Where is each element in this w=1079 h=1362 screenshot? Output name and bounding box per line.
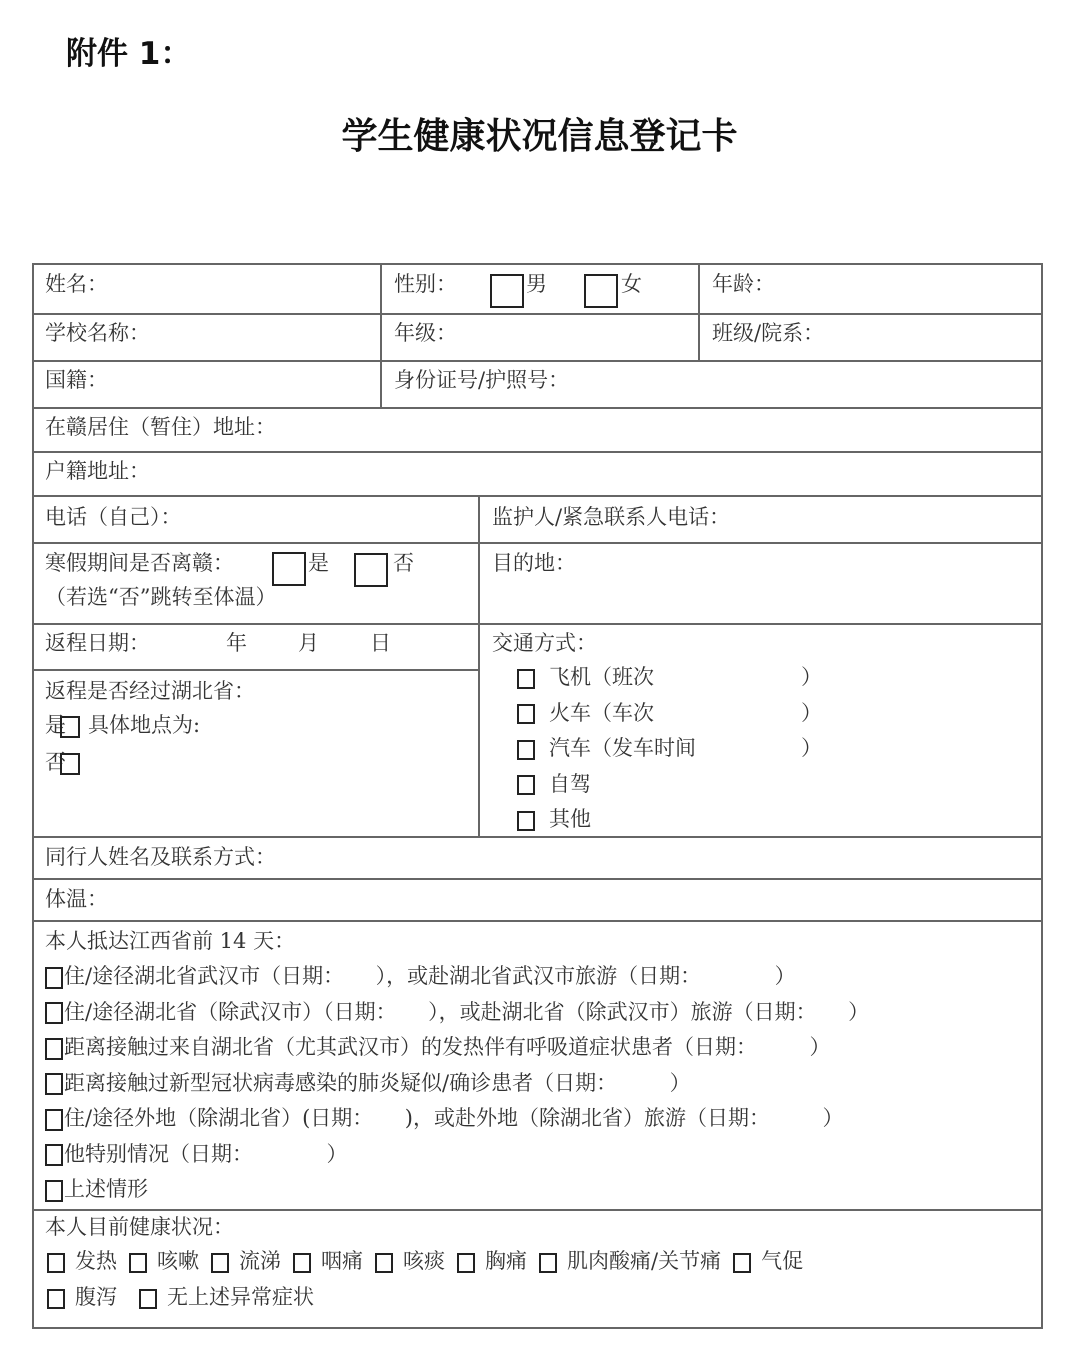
symptom-label: 无上述异常症状: [167, 1285, 314, 1309]
female-label: 女: [621, 272, 642, 296]
return-date-label: 返程日期：: [45, 631, 150, 655]
before14-option[interactable]: [45, 1070, 691, 1096]
attachment-label: 附件 1：: [66, 36, 192, 72]
transport-option[interactable]: [517, 806, 822, 832]
household-address-label: 户籍地址：: [45, 459, 150, 483]
symptom-checkbox[interactable]: [211, 1253, 229, 1273]
before14-checkbox[interactable]: [45, 1073, 63, 1095]
via-hubei-yes: [45, 712, 200, 738]
before14-label: 本人抵达江西省前 14 天：: [45, 929, 296, 953]
symptom-checkbox[interactable]: [375, 1253, 393, 1273]
symptom-list: [47, 1284, 336, 1310]
day-label: 日: [370, 631, 391, 655]
symptom-label: 咽痛: [321, 1249, 363, 1273]
symptom-checkbox[interactable]: [47, 1253, 65, 1273]
transport-option-close: ）: [801, 736, 822, 760]
left-jx-yes-checkbox[interactable]: [272, 552, 306, 586]
symptom-label: 腹泻: [75, 1285, 117, 1309]
via-no-label: 否: [45, 750, 66, 774]
left-jx-yes-label: 是: [308, 551, 329, 575]
transport-option-label: 汽车（发车时间: [549, 736, 696, 760]
transport-option-label: 火车（车次: [549, 700, 654, 725]
before14-option[interactable]: [45, 1176, 148, 1202]
before14-option-label: 住/途径外地（除湖北省）(日期： )，或赴外地（除湖北省）旅游（日期： ）: [64, 1106, 844, 1130]
transport-checkbox[interactable]: [517, 811, 535, 831]
via-yes-detail: 具体地点为:: [88, 713, 201, 737]
phone-label: 电话（自己）：: [45, 505, 182, 529]
via-yes-checkbox[interactable]: [60, 716, 80, 738]
symptom-option[interactable]: [211, 1249, 281, 1273]
symptom-option[interactable]: [129, 1249, 199, 1273]
before14-checkbox[interactable]: [45, 1002, 63, 1024]
symptom-option[interactable]: [47, 1285, 117, 1309]
before14-option-label: 上述情形: [64, 1177, 148, 1201]
before14-option[interactable]: [45, 1105, 843, 1131]
transport-checkbox[interactable]: [517, 669, 535, 689]
page-title: 学生健康状况信息登记卡: [341, 116, 738, 157]
health-label: 本人目前健康状况：: [45, 1215, 234, 1239]
before14-option-label: 住/途径湖北省（除武汉市）（日期： ），或赴湖北省（除武汉市）旅游（日期： ）: [64, 999, 870, 1024]
left-jx-no-label: 否: [393, 551, 414, 575]
before14-option-label: 距离接触过来自湖北省（尤其武汉市）的发热伴有呼吸道症状患者（日期： ）: [64, 1035, 831, 1059]
before14-option-label: 距离接触过新型冠状病毒感染的肺炎疑似/确诊患者（日期： ）: [64, 1070, 691, 1095]
before14-checkbox[interactable]: [45, 1144, 63, 1166]
male-checkbox[interactable]: [490, 274, 524, 308]
before14-option[interactable]: [45, 963, 796, 989]
symptom-option[interactable]: [733, 1249, 803, 1273]
month-label: 月: [298, 631, 319, 655]
via-hubei-no: [45, 749, 80, 775]
temperature-label: 体温：: [45, 887, 108, 911]
male-label: 男: [526, 272, 547, 296]
transport-checkbox[interactable]: [517, 775, 535, 795]
via-hubei-label: 返程是否经过湖北省：: [45, 679, 255, 703]
id-label: 身份证号/护照号：: [394, 368, 570, 392]
before14-checkbox[interactable]: [45, 1109, 63, 1131]
destination-label: 目的地：: [492, 551, 576, 575]
symptom-label: 流涕: [239, 1249, 281, 1273]
school-label: 学校名称：: [45, 321, 150, 345]
symptom-option[interactable]: [47, 1249, 117, 1273]
jx-address-label: 在赣居住（暂住）地址：: [45, 415, 276, 439]
before14-option[interactable]: [45, 1034, 831, 1060]
symptom-label: 咳痰: [403, 1249, 445, 1273]
skip-note: （若选“否”跳转至体温）: [45, 585, 277, 609]
symptom-option[interactable]: [457, 1249, 527, 1273]
symptom-option[interactable]: [539, 1249, 721, 1273]
companions-label: 同行人姓名及联系方式：: [45, 845, 276, 869]
transport-option-close: ）: [801, 665, 822, 689]
grade-label: 年级：: [394, 321, 457, 345]
before14-option[interactable]: [45, 999, 869, 1025]
before14-checkbox[interactable]: [45, 1038, 63, 1060]
before14-checkbox[interactable]: [45, 967, 63, 989]
symptom-checkbox[interactable]: [539, 1253, 557, 1273]
symptom-label: 发热: [75, 1249, 117, 1273]
female-checkbox[interactable]: [584, 274, 618, 308]
symptom-checkbox[interactable]: [139, 1289, 157, 1309]
symptom-checkbox[interactable]: [47, 1289, 65, 1309]
transport-label: 交通方式：: [492, 631, 597, 655]
gender-label: 性别：: [394, 272, 457, 296]
left-jx-no-checkbox[interactable]: [354, 553, 388, 587]
transport-option[interactable]: [517, 664, 822, 690]
before14-option-label: 住/途径湖北省武汉市（日期： ），或赴湖北省武汉市旅游（日期： ）: [64, 964, 796, 988]
before14-option-label: 他特别情况（日期： ）: [64, 1141, 348, 1166]
symptom-label: 气促: [761, 1249, 804, 1273]
transport-checkbox[interactable]: [517, 740, 535, 760]
name-label: 姓名：: [45, 272, 108, 296]
symptom-option[interactable]: [139, 1285, 314, 1309]
symptom-checkbox[interactable]: [129, 1253, 147, 1273]
class-label: 班级/院系：: [712, 321, 825, 345]
symptom-label: 咳嗽: [157, 1249, 199, 1273]
symptom-label: 肌肉酸痛/关节痛: [567, 1249, 722, 1273]
transport-option-close: ）: [801, 700, 822, 725]
age-label: 年龄：: [712, 272, 775, 296]
transport-option-label: 其他: [549, 807, 591, 831]
transport-option-label: 自驾: [549, 771, 591, 796]
symptom-label: 胸痛: [485, 1249, 527, 1273]
nationality-label: 国籍：: [45, 368, 108, 392]
via-no-checkbox[interactable]: [60, 753, 80, 775]
before14-checkbox[interactable]: [45, 1180, 63, 1202]
transport-option[interactable]: [517, 700, 822, 726]
before14-option[interactable]: [45, 1141, 348, 1167]
via-yes-label: 是: [45, 713, 66, 737]
left-jx-label: 寒假期间是否离赣：: [45, 551, 234, 575]
transport-option[interactable]: [517, 771, 822, 797]
transport-option-label: 飞机（班次: [549, 665, 654, 689]
symptom-checkbox[interactable]: [457, 1253, 475, 1273]
symptom-option[interactable]: [293, 1249, 363, 1273]
transport-option[interactable]: [517, 735, 822, 761]
symptom-checkbox[interactable]: [293, 1253, 311, 1273]
transport-checkbox[interactable]: [517, 704, 535, 724]
guardian-phone-label: 监护人/紧急联系人电话：: [492, 505, 731, 529]
symptom-list: [47, 1248, 815, 1274]
symptom-checkbox[interactable]: [733, 1253, 751, 1273]
symptom-option[interactable]: [375, 1249, 445, 1273]
year-label: 年: [226, 631, 247, 655]
